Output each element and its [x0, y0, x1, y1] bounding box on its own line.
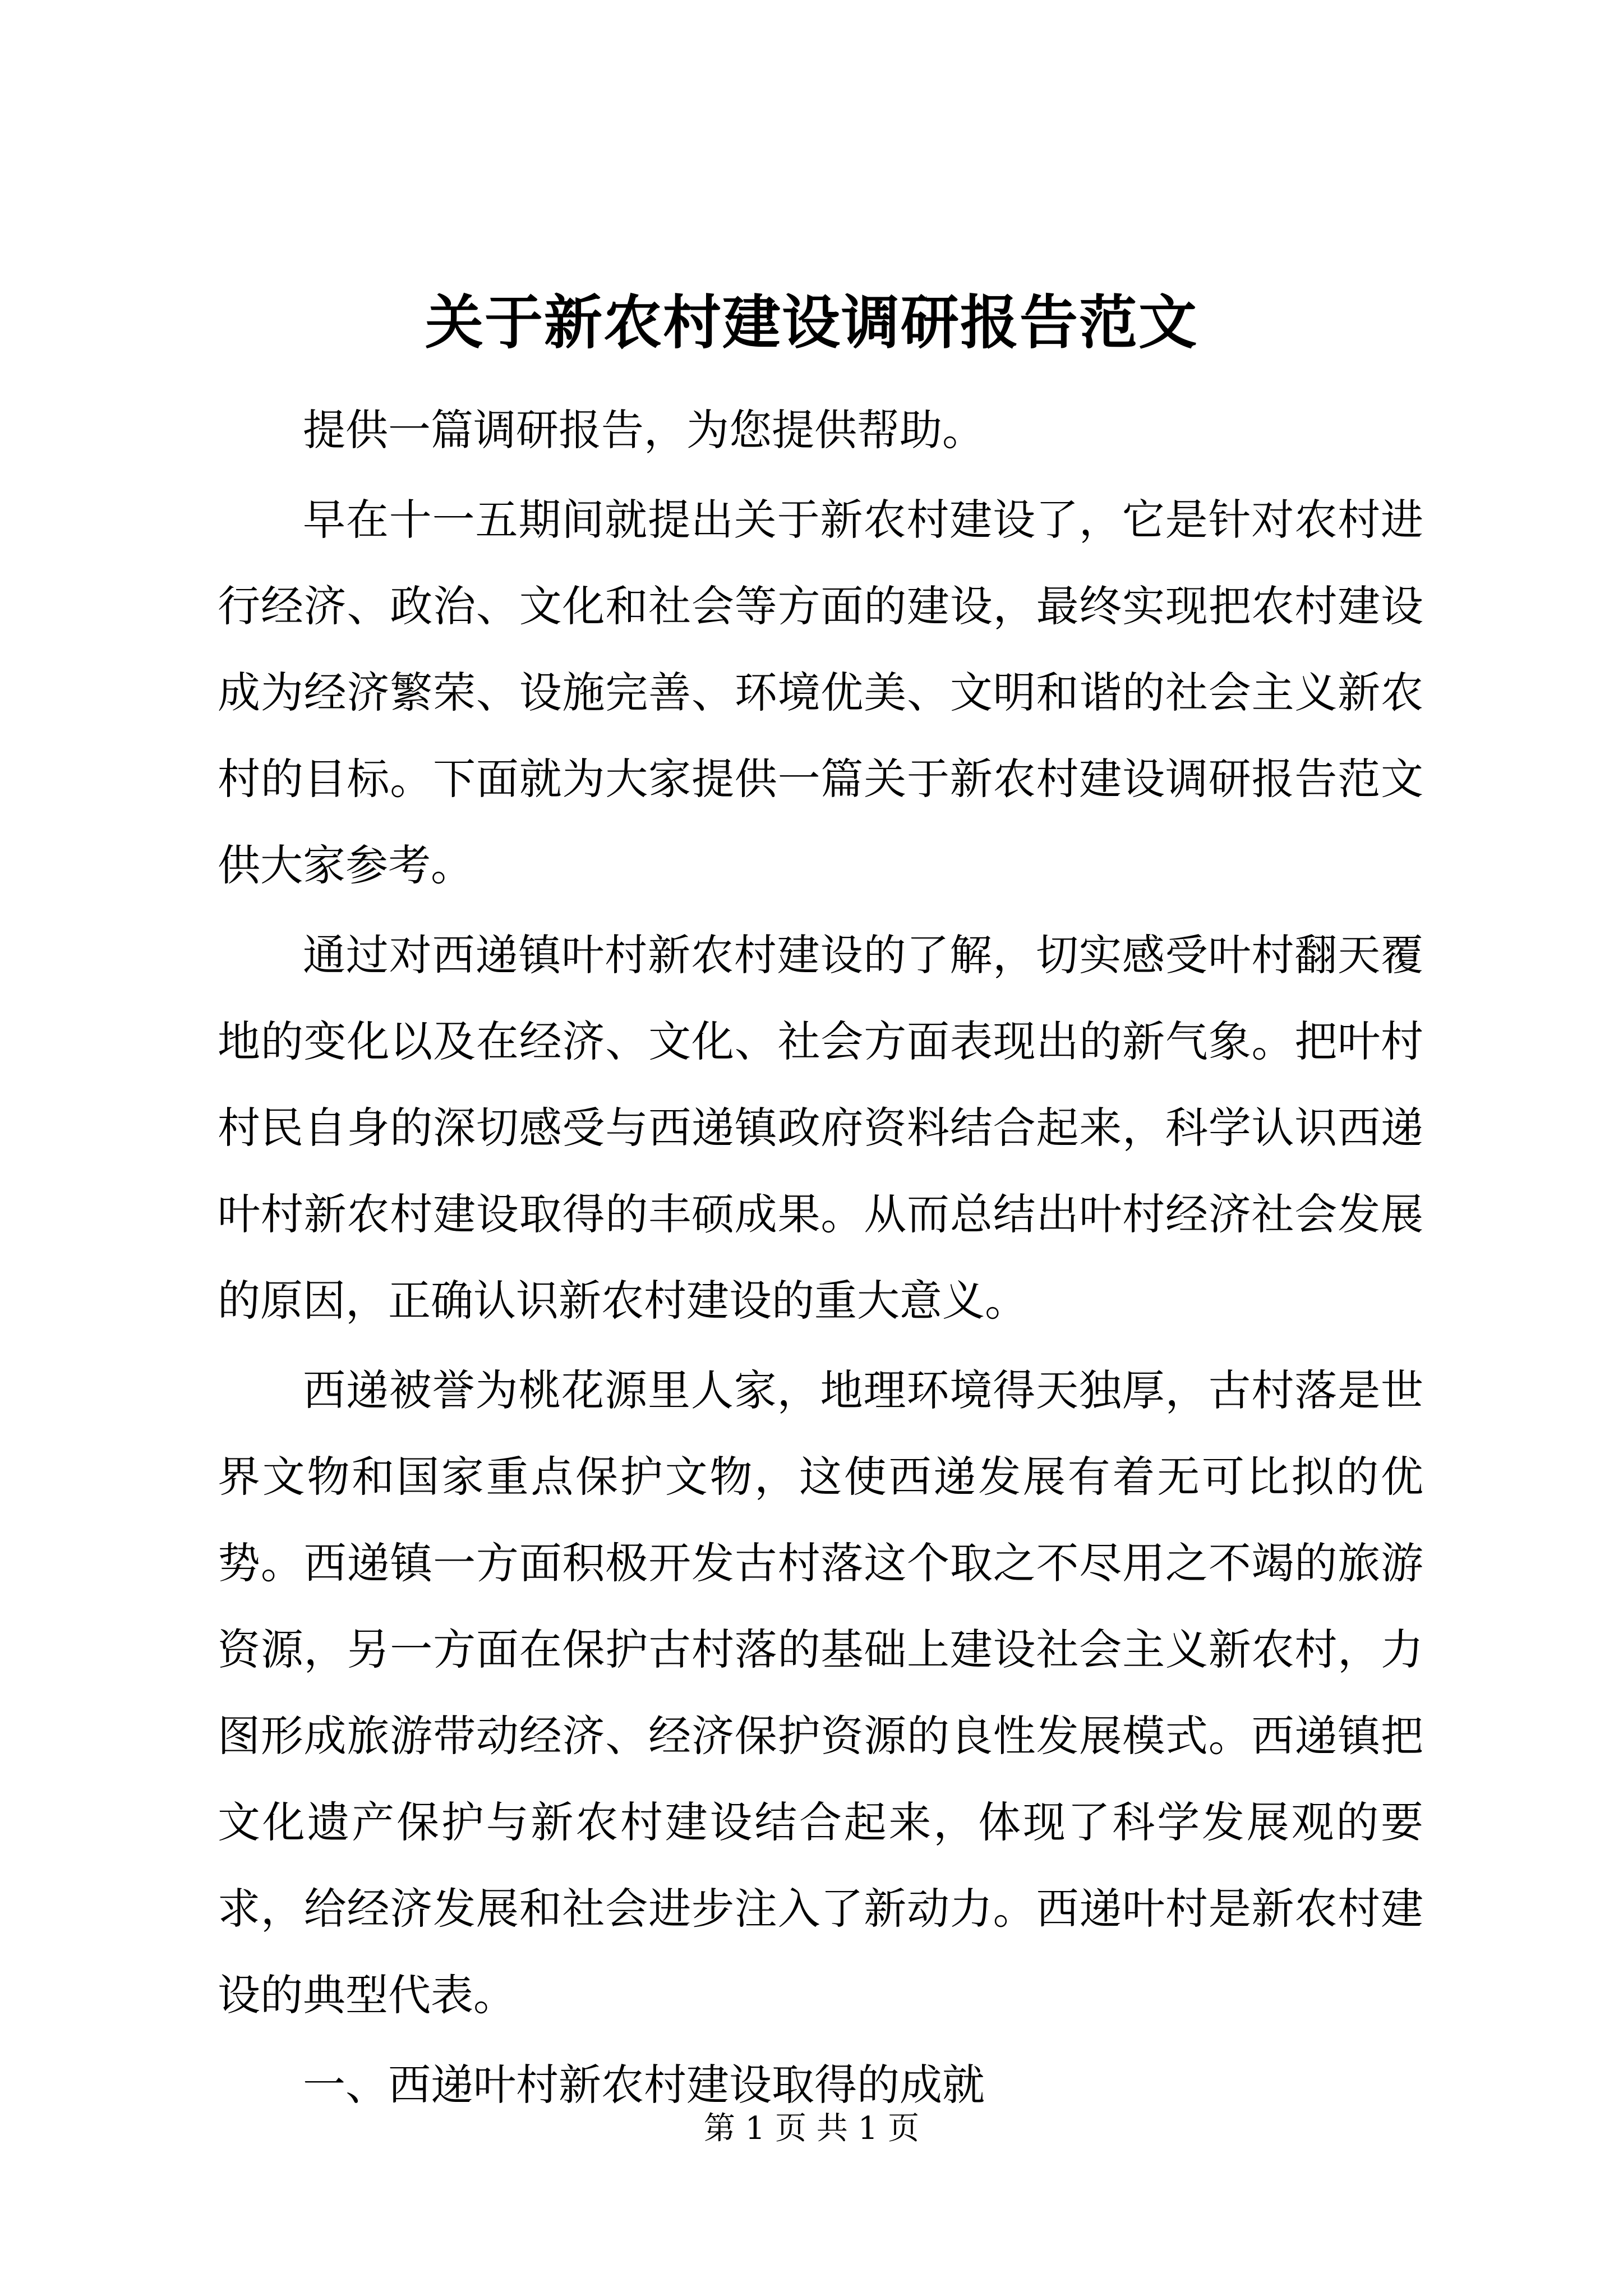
paragraph-background: 早在十一五期间就提出关于新农村建设了，它是针对农村进行经济、政治、文化和社会等方面的建设，最终实现把农村建设成为经济繁荣、设施完善、环境优美、文明和谐的社会主义新农村的目标。下面就为大家提供一篇关于新农村建设调研报告范文供大家参考。 — [218, 495, 1423, 890]
page-footer: 第 1 页 共 1 页 — [703, 2110, 920, 2147]
paragraph-purpose: 通过对西递镇叶村新农村建设的了解，切实感受叶村翻天覆地的变化以及在经济、文化、社会方面表现出的新气象。把叶村村民自身的深切感受与西递镇政府资料结合起来，科学认识西递叶村新农村建设取得的丰硕成果。从而总结出叶村经济社会发展的原因，正确认识新农村建设的重大意义。 — [218, 930, 1423, 1326]
document-title: 关于新农村建设调研报告范文 — [425, 288, 1198, 357]
section-heading: 一、西递叶村新农村建设取得的成就 — [303, 2060, 985, 2110]
document-body — [218, 387, 1423, 2128]
paragraph-xidi: 西递被誉为桃花源里人家，地理环境得天独厚，古村落是世界文物和国家重点保护文物，这使西递发展有着无可比拟的优势。西递镇一方面积极开发古村落这个取之不尽用之不竭的旅游资源，另一方面在保护古村落的基础上建设社会主义新农村，力图形成旅游带动经济、经济保护资源的良性发展模式。西递镇把文化遗产保护与新农村建设结合起来，体现了科学发展观的要求，给经济发展和社会进步注入了新动力。西递叶村是新农村建设的典型代表。 — [218, 1365, 1423, 2020]
paragraph-intro: 提供一篇调研报告，为您提供帮助。 — [303, 405, 985, 455]
